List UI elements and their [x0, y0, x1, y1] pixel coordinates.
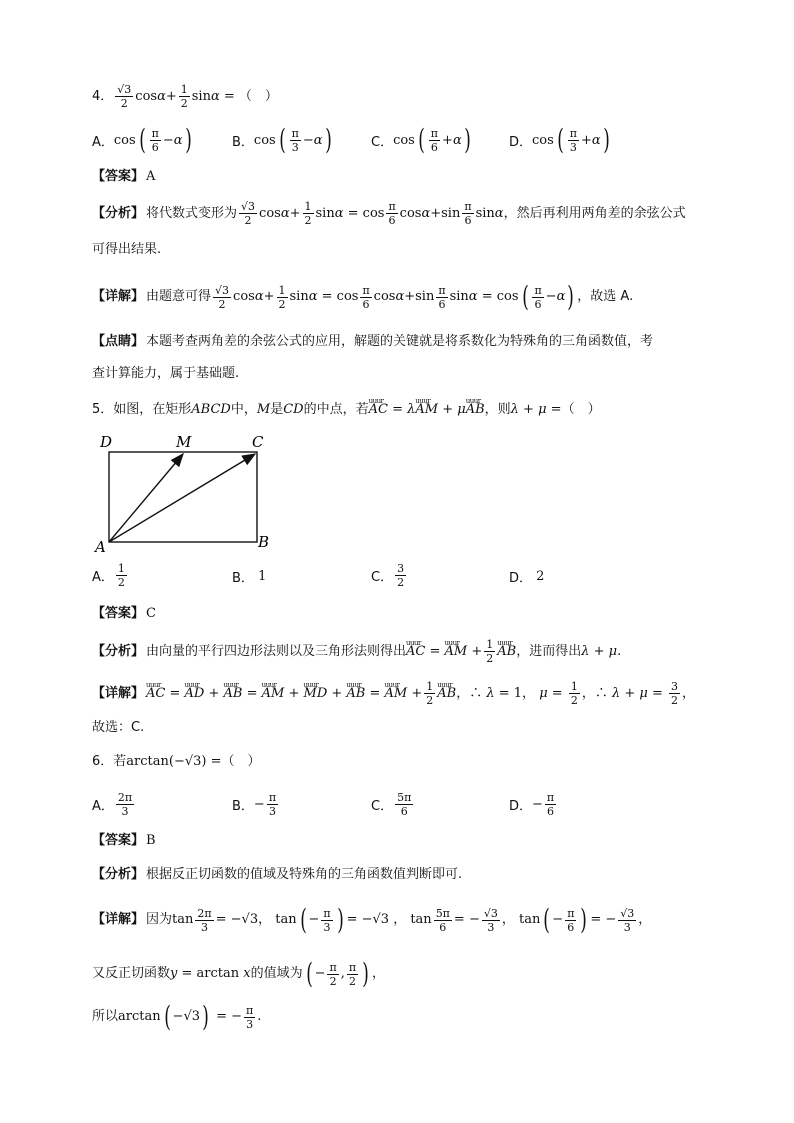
q6-detail: 【详解】 因为 tan $\frac{2\pi}{3}$ = −√3， tan ( − $\frac{\pi}{3}$ ) = −√3 ， tan $\frac{5\pi}{6}$ = − $\frac{√3}{3}$ ， tan ( − $\frac{\pi}{6}$ ) = − $\frac{√3}{3}$ ，	[92, 903, 652, 936]
q4-stem: 4． $\frac{√3}{2}$ cos α + $\frac{1}{2}$ sin α = （ ）	[92, 83, 278, 110]
q6-analysis: 【分析】 根据反正切函数的值域及特殊角的三角函数值判断即可.	[92, 867, 463, 882]
q4-option-b: B． cos ( $\frac{\pi}{3}$ − α )	[232, 123, 332, 156]
q5-option-a: A． $\frac{1}{2}$	[92, 562, 125, 589]
q5-conclusion: 故选：C.	[92, 720, 145, 735]
vector-ac	[109, 454, 255, 542]
q6-stem: 6． 若 arctan(−√3) = （ ）	[92, 754, 261, 769]
vector-am	[109, 454, 183, 542]
q4-answer: 【答案】 A	[92, 169, 156, 184]
q5-option-b: B． 1	[232, 569, 267, 586]
q4-option-d: D． cos ( $\frac{\pi}{3}$ + α )	[509, 123, 610, 156]
label-c: C	[252, 433, 264, 451]
q4-analysis: 【分析】 将代数式变形为 $\frac{√3}{2}$ cos α + $\frac{1}{2}$ sin α = cos $\frac{\pi}{6}$ cos α +sin $\frac{\pi}{6}$ sin α ，然后再利用两角差的余弦公式	[92, 200, 686, 227]
q5-option-c: C． $\frac{3}{2}$	[371, 562, 405, 589]
q4-analysis-line2: 可得出结果.	[92, 242, 162, 257]
q4-comment-line2: 查计算能力，属于基础题.	[92, 366, 240, 381]
q6-final-line: 所以 arctan ( −√3 ) = − $\frac{\pi}{3}$ .	[92, 1000, 262, 1033]
q4-blank: （ ）	[238, 88, 278, 104]
q5-answer: 【答案】 C	[92, 606, 156, 621]
q6-option-c: C． $\frac{5\pi}{6}$	[371, 791, 412, 818]
q5-option-d: D． 2	[509, 569, 545, 586]
q5-stem: 5． 如图，在矩形 ABCD 中， M 是 CD 的中点，若 uuur AC = λ uuur AM + μ uuur AB ，则 λ + μ = （ ）	[92, 400, 601, 420]
q5-analysis: 【分析】 由向量的平行四边形法则以及三角形法则得出 uuur AC = uuur AM + $\frac{1}{2}$ uuur AB ，进而得出 λ + μ .	[92, 639, 621, 664]
label-d: D	[100, 433, 113, 451]
q5-detail: 【详解】 uuur AC = uuur AD + uuur AB = uuur AM + uuur MD + uuur AB = uuur AM + $\frac{1}{2}$ uuur AB ，∴ λ = 1， μ = $\frac{1}{2}$ ，∴ λ + μ = $\frac{3}{2}$ ，	[92, 681, 695, 706]
label-m: M	[176, 433, 192, 451]
q4-option-c: C． cos ( $\frac{\pi}{6}$ + α )	[371, 123, 471, 156]
q6-answer: 【答案】 B	[92, 833, 156, 848]
q4-detail: 【详解】 由题意可得 $\frac{√3}{2}$ cos α + $\frac{1}{2}$ sin α = cos $\frac{\pi}{6}$ cos α +sin $\frac{\pi}{6}$ sin α = cos ( $\frac{\pi}{6}$ − α ) ，故选 A.	[92, 280, 634, 313]
q6-option-a: A． $\frac{2\pi}{3}$	[92, 791, 133, 818]
q6-option-b: B． − $\frac{\pi}{3}$	[232, 791, 277, 818]
label-a: A	[95, 538, 106, 555]
q5-rectangle-figure	[92, 430, 292, 555]
q6-range-line: 又反正切函数 y = arctan x 的值域为 ( − $\frac{\pi}{2}$ , $\frac{\pi}{2}$ ) ，	[92, 957, 386, 990]
q4-comment: 【点睛】 本题考查两角差的余弦公式的应用，解题的关键就是将系数化为特殊角的三角函数值，考	[92, 334, 654, 349]
label-b: B	[258, 533, 270, 551]
q4-number: 4．	[92, 88, 114, 104]
q4-option-a: A． cos ( $\frac{\pi}{6}$ − α )	[92, 123, 192, 156]
q6-option-d: D． − $\frac{\pi}{6}$	[509, 791, 555, 818]
